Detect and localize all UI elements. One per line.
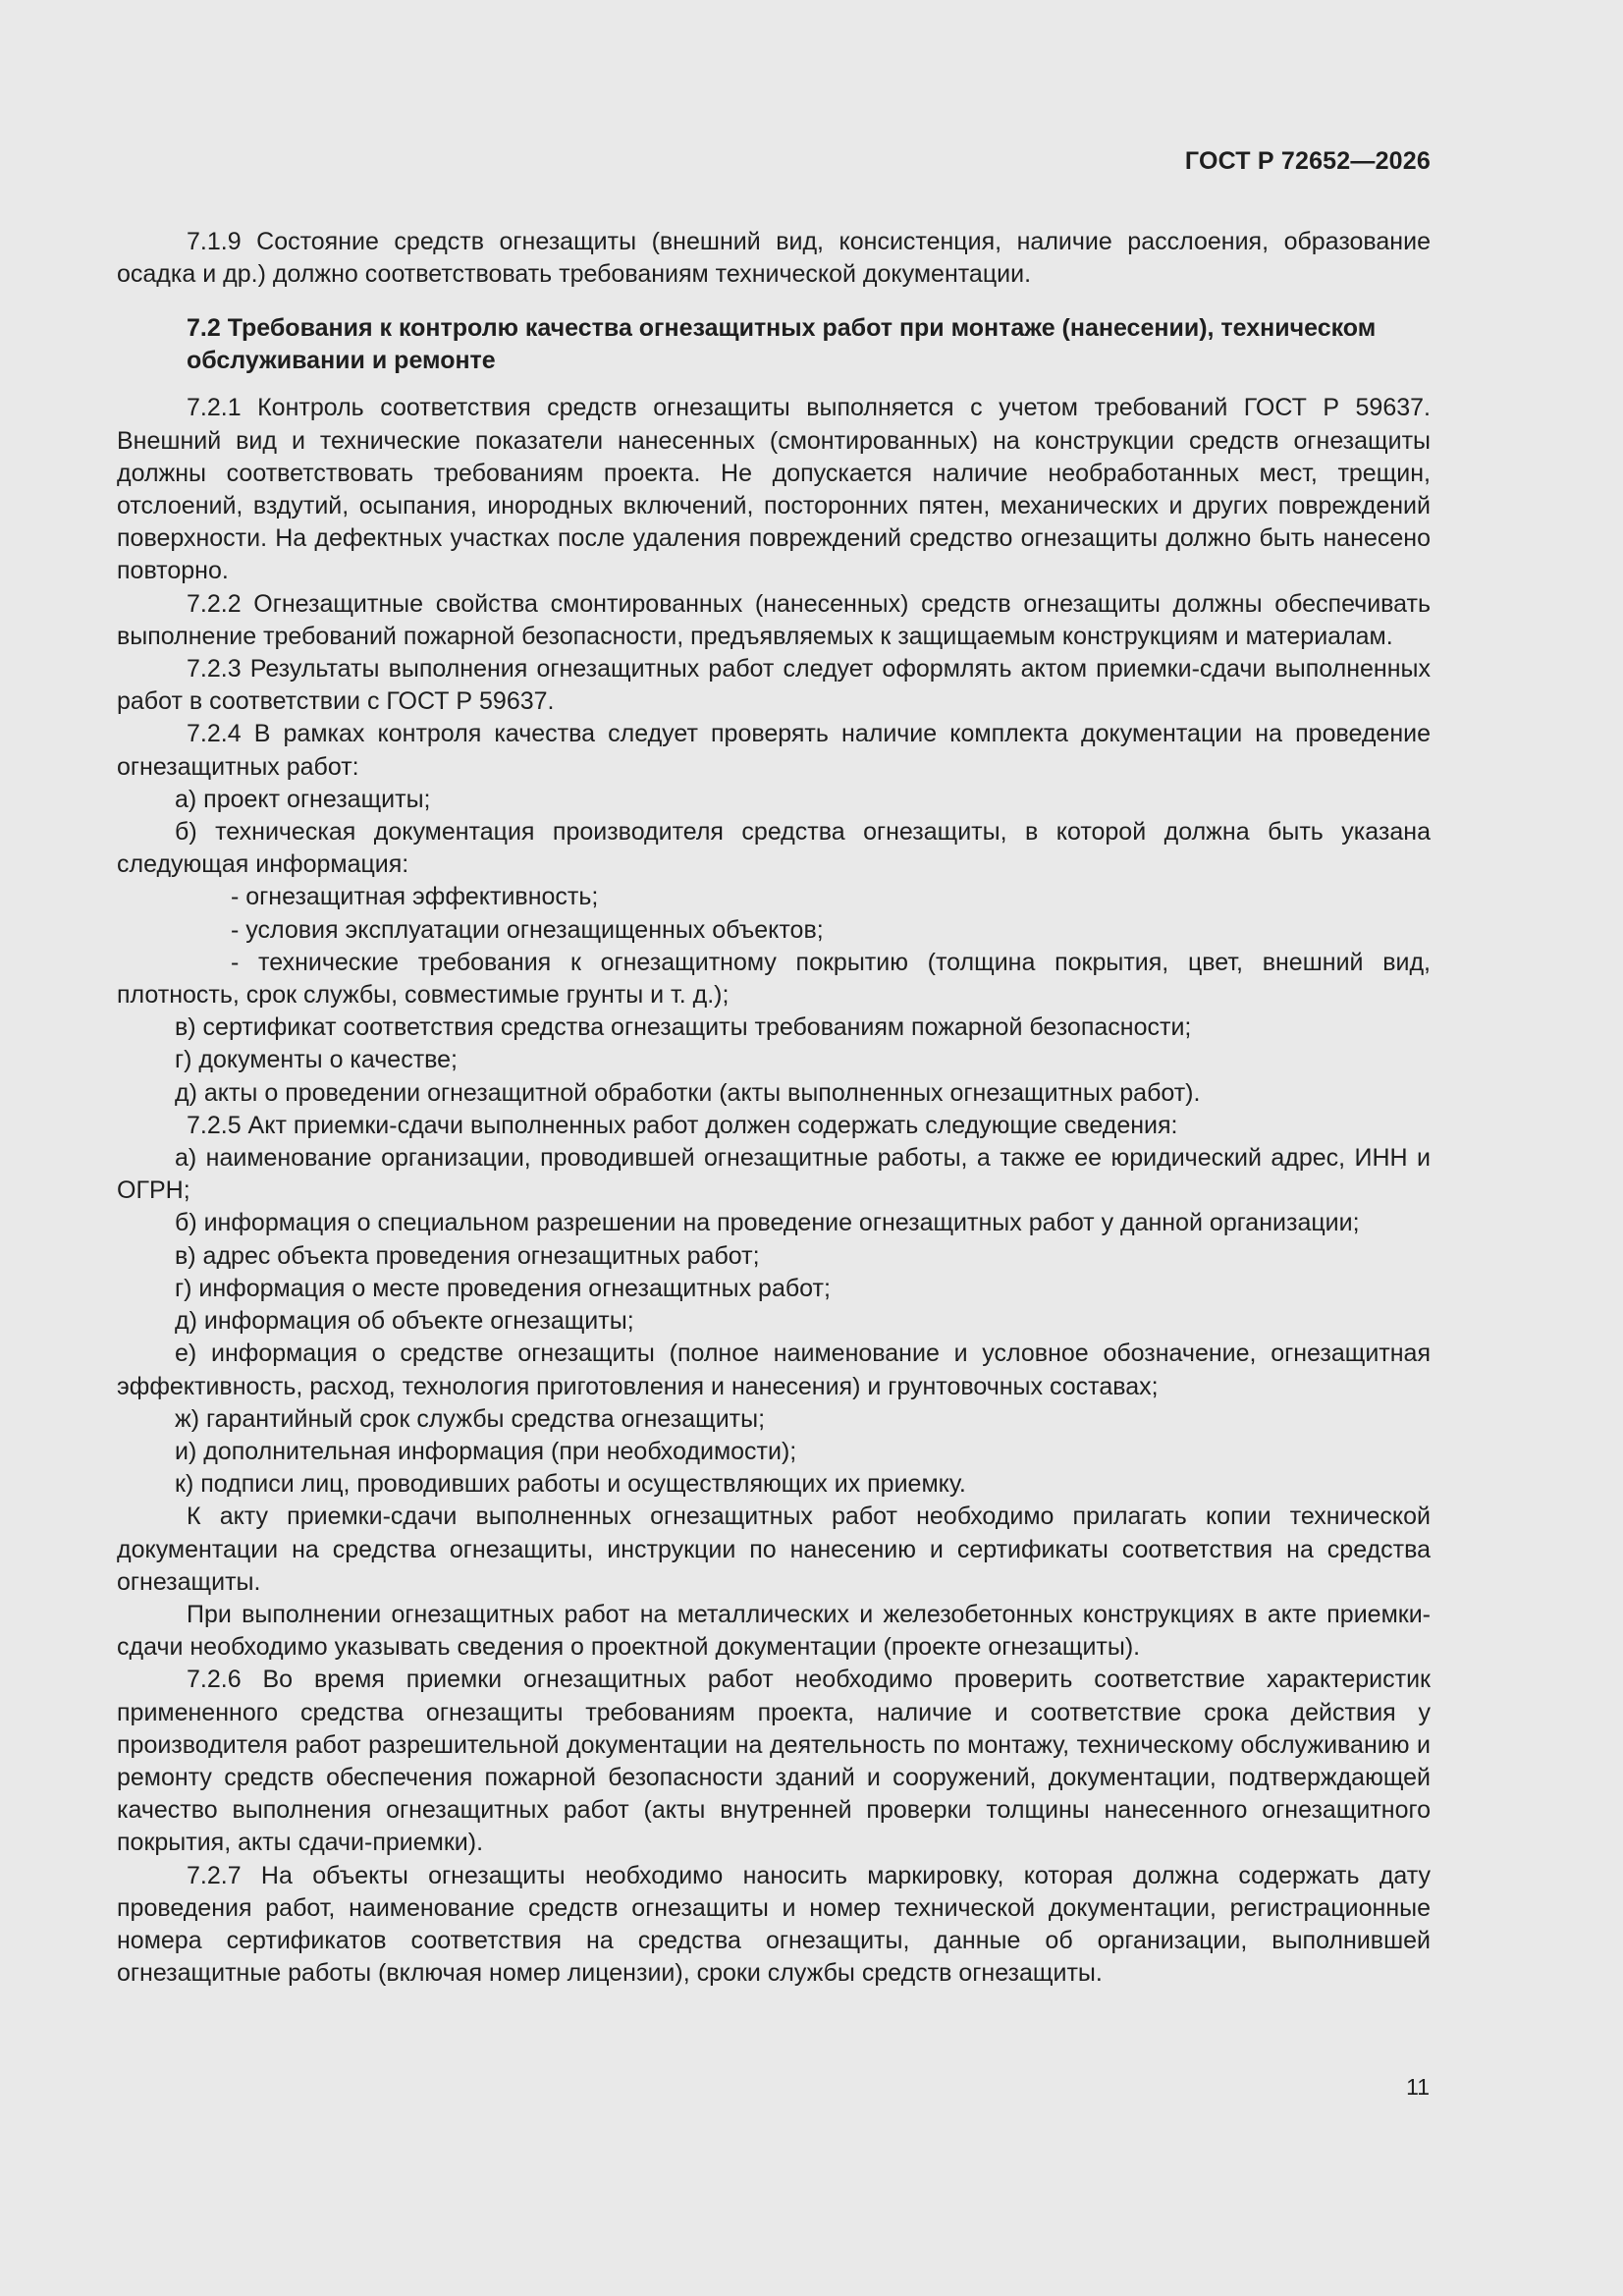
page-number: 11 — [1406, 2074, 1430, 2100]
paragraph-7-2-7: 7.2.7 На объекты огнезащиты необходимо наносить маркировку, которая должна содержать дату проведения работ, наименование средств огнезащиты и номер технической документации, регистрационные номера сертификатов соответствия на средства огнезащиты, данные об организации, выполнившей огнезащитные работы (включая номер лицензии), сроки службы средств огнезащиты. — [117, 1861, 1431, 1988]
paragraph-7-2-2: 7.2.2 Огнезащитные свойства смонтированных (нанесенных) средств огнезащиты должны обеспечивать выполнение требований пожарной безопасности, предъявляемых к защищаемым конструкциям и материалам. — [117, 589, 1431, 650]
list-item-7-2-5-k: к) подписи лиц, проводивших работы и осуществляющих их приемку. — [175, 1470, 966, 1499]
list-item-7-2-5-b: б) информация о специальном разрешении на проведение огнезащитных работ у данной организации; — [175, 1209, 1360, 1237]
dash-item-fire-efficiency: - огнезащитная эффективность; — [231, 883, 599, 911]
paragraph-7-2-4: 7.2.4 В рамках контроля качества следует проверять наличие комплекта документации на проведение огнезащитных работ: — [117, 720, 1431, 781]
paragraph-7-2-5: 7.2.5 Акт приемки-сдачи выполненных работ должен содержать следующие сведения: — [187, 1111, 1178, 1139]
document-designation: ГОСТ Р 72652—2026 — [1184, 147, 1431, 175]
paragraph-7-1-9: 7.1.9 Состояние средств огнезащиты (внешний вид, консистенция, наличие расслоения, образование осадка и др.) должно соответствовать требованиям технической документации. — [117, 228, 1431, 289]
list-item-7-2-5-g: г) информация о месте проведения огнезащитных работ; — [175, 1274, 831, 1302]
section-heading-7-2: 7.2 Требования к контролю качества огнезащитных работ при монтаже (нанесении), техническом обслуживании и ремонте — [187, 314, 1377, 375]
paragraph-7-2-3: 7.2.3 Результаты выполнения огнезащитных работ следует оформлять актом приемки-сдачи выполненных работ в соответствии с ГОСТ Р 59637. — [117, 655, 1431, 716]
paragraph-metal-structures: При выполнении огнезащитных работ на металлических и железобетонных конструкциях в акте приемки-сдачи необходимо указывать сведения о проектной документации (проекте огнезащиты). — [117, 1600, 1431, 1662]
dash-item-operating-conditions: - условия эксплуатации огнезащищенных объектов; — [231, 915, 824, 944]
list-item-7-2-5-i: и) дополнительная информация (при необходимости); — [175, 1437, 797, 1465]
list-item-7-2-4-b: б) техническая документация производителя средства огнезащиты, в которой должна быть указана следующая информация: — [117, 818, 1431, 879]
dash-item-technical-requirements: - технические требования к огнезащитному покрытию (толщина покрытия, цвет, внешний вид, плотность, срок службы, совместимые грунты и т. д.); — [117, 948, 1431, 1010]
list-item-7-2-4-d: д) акты о проведении огнезащитной обработки (акты выполненных огнезащитных работ). — [175, 1078, 1201, 1107]
list-item-7-2-4-a: а) проект огнезащиты; — [175, 785, 431, 813]
list-item-7-2-5-v: в) адрес объекта проведения огнезащитных работ; — [175, 1241, 760, 1270]
document-body — [117, 226, 1431, 1990]
paragraph-7-2-1: 7.2.1 Контроль соответствия средств огнезащиты выполняется с учетом требований ГОСТ Р 59637. Внешний вид и технические показатели нанесенных (смонтированных) на конструкции средств огнезащиты должны соответствовать требованиям проекта. Не допускается наличие необработанных мест, трещин, отслоений, вздутий, осыпания, инородных включений, посторонних пятен, механических и других повреждений поверхности. На дефектных участках после удаления повреждений средство огнезащиты должно быть нанесено повторно. — [117, 394, 1431, 585]
list-item-7-2-5-e: е) информация о средстве огнезащиты (полное наименование и условное обозначение, огнезащитная эффективность, расход, технология приготовления и нанесения) и грунтовочных составах; — [117, 1339, 1431, 1400]
paragraph-attachments: К акту приемки-сдачи выполненных огнезащитных работ необходимо прилагать копии технической документации на средства огнезащиты, инструкции по нанесению и сертификаты соответствия на средства огнезащиты. — [117, 1503, 1431, 1596]
list-item-7-2-5-a: а) наименование организации, проводившей огнезащитные работы, а также ее юридический адрес, ИНН и ОГРН; — [117, 1144, 1431, 1205]
list-item-7-2-4-g: г) документы о качестве; — [175, 1046, 459, 1074]
list-item-7-2-5-zh: ж) гарантийный срок службы средства огнезащиты; — [175, 1404, 766, 1433]
list-item-7-2-4-v: в) сертификат соответствия средства огнезащиты требованиям пожарной безопасности; — [175, 1013, 1192, 1042]
list-item-7-2-5-d: д) информация об объекте огнезащиты; — [175, 1307, 634, 1336]
paragraph-7-2-6: 7.2.6 Во время приемки огнезащитных работ необходимо проверить соответствие характеристик примененного средства огнезащиты требованиям проекта, наличие и соответствие срока действия у производителя работ разрешительной документации на деятельность по монтажу, техническому обслуживанию и ремонту средств обеспечения пожарной безопасности зданий и сооружений, документации, подтверждающей качество выполнения огнезащитных работ (акты внутренней проверки толщины нанесенного огнезащитного покрытия, акты сдачи-приемки). — [117, 1666, 1431, 1857]
